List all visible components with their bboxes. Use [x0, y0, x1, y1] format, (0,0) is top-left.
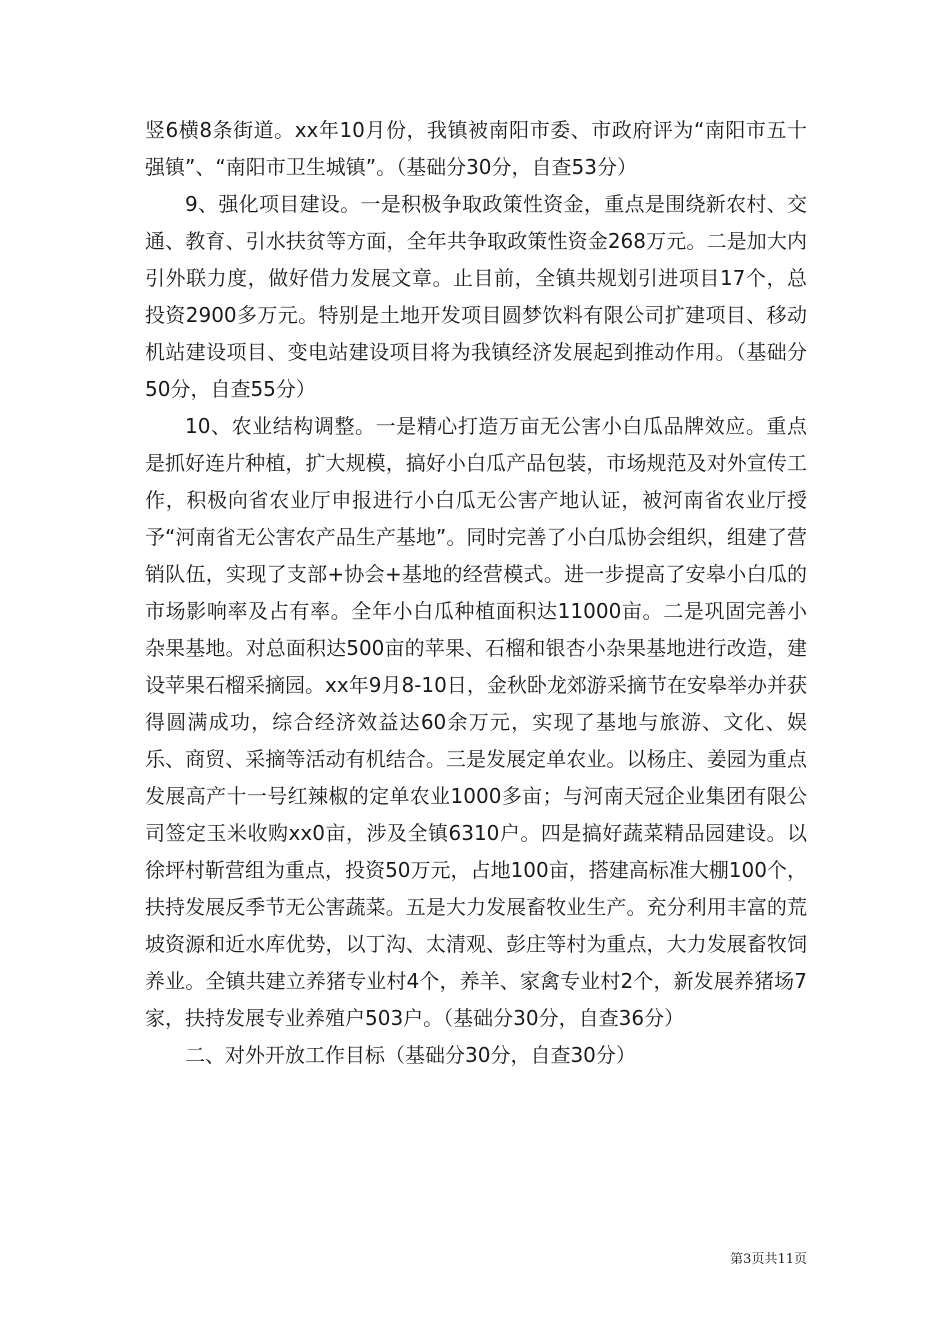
document-body [145, 112, 807, 1074]
section-heading-opening-up: 二、对外开放工作目标（基础分30分，自查30分） [185, 1043, 636, 1067]
page-number-footer: 第3页共11页 [730, 1252, 807, 1267]
paragraph-project-construction: 9、强化项目建设。一是积极争取政策性资金，重点是围绕新农村、交通、教育、引水扶贫等方面，全年共争取政策性资金268万元。二是加大内引外联力度，做好借力发展文章。止目前，全镇共规划引进项目17个，总投资2900多万元。特别是土地开发项目圆梦饮料有限公司扩建项目、移动机站建设项目、变电站建设项目将为我镇经济发展起到推动作用。（基础分50分，自查55分） [145, 192, 807, 401]
paragraph-agriculture-adjustment: 10、农业结构调整。一是精心打造万亩无公害小白瓜品牌效应。重点是抓好连片种植，扩大规模，搞好小白瓜产品包装，市场规范及对外宣传工作，积极向省农业厅申报进行小白瓜无公害产地认证，被河南省农业厅授予“河南省无公害农产品生产基地”。同时完善了小白瓜协会组织，组建了营销队伍，实现了支部+协会+基地的经营模式。进一步提高了安皋小白瓜的市场影响率及占有率。全年小白瓜种植面积达11000亩。二是巩固完善小杂果基地。对总面积达500亩的苹果、石榴和银杏小杂果基地进行改造，建设苹果石榴采摘园。xx年9月8-10日，金秋卧龙郊游采摘节在安皋举办并获得圆满成功，综合经济效益达60余万元，实现了基地与旅游、文化、娱乐、商贸、采摘等活动有机结合。三是发展定单农业。以杨庄、姜园为重点发展高产十一号红辣椒的定单农业1000多亩；与河南天冠企业集团有限公司签定玉米收购xx0亩，涉及全镇6310户。四是搞好蔬菜精品园建设。以徐坪村靳营组为重点，投资50万元，占地100亩，搭建高标准大棚100个，扶持发展反季节无公害蔬菜。五是大力发展畜牧业生产。充分利用丰富的荒坡资源和近水库优势，以丁沟、太清观、彭庄等村为重点，大力发展畜牧饲养业。全镇共建立养猪专业村4个，养羊、家禽专业村2个，新发展养猪场7家，扶持发展专业养殖户503户。（基础分30分，自查36分） [145, 414, 807, 1030]
paragraph-continuation: 竖6横8条街道。xx年10月份，我镇被南阳市委、市政府评为“南阳市五十强镇”、“南阳市卫生城镇”。（基础分30分，自查53分） [145, 118, 807, 179]
